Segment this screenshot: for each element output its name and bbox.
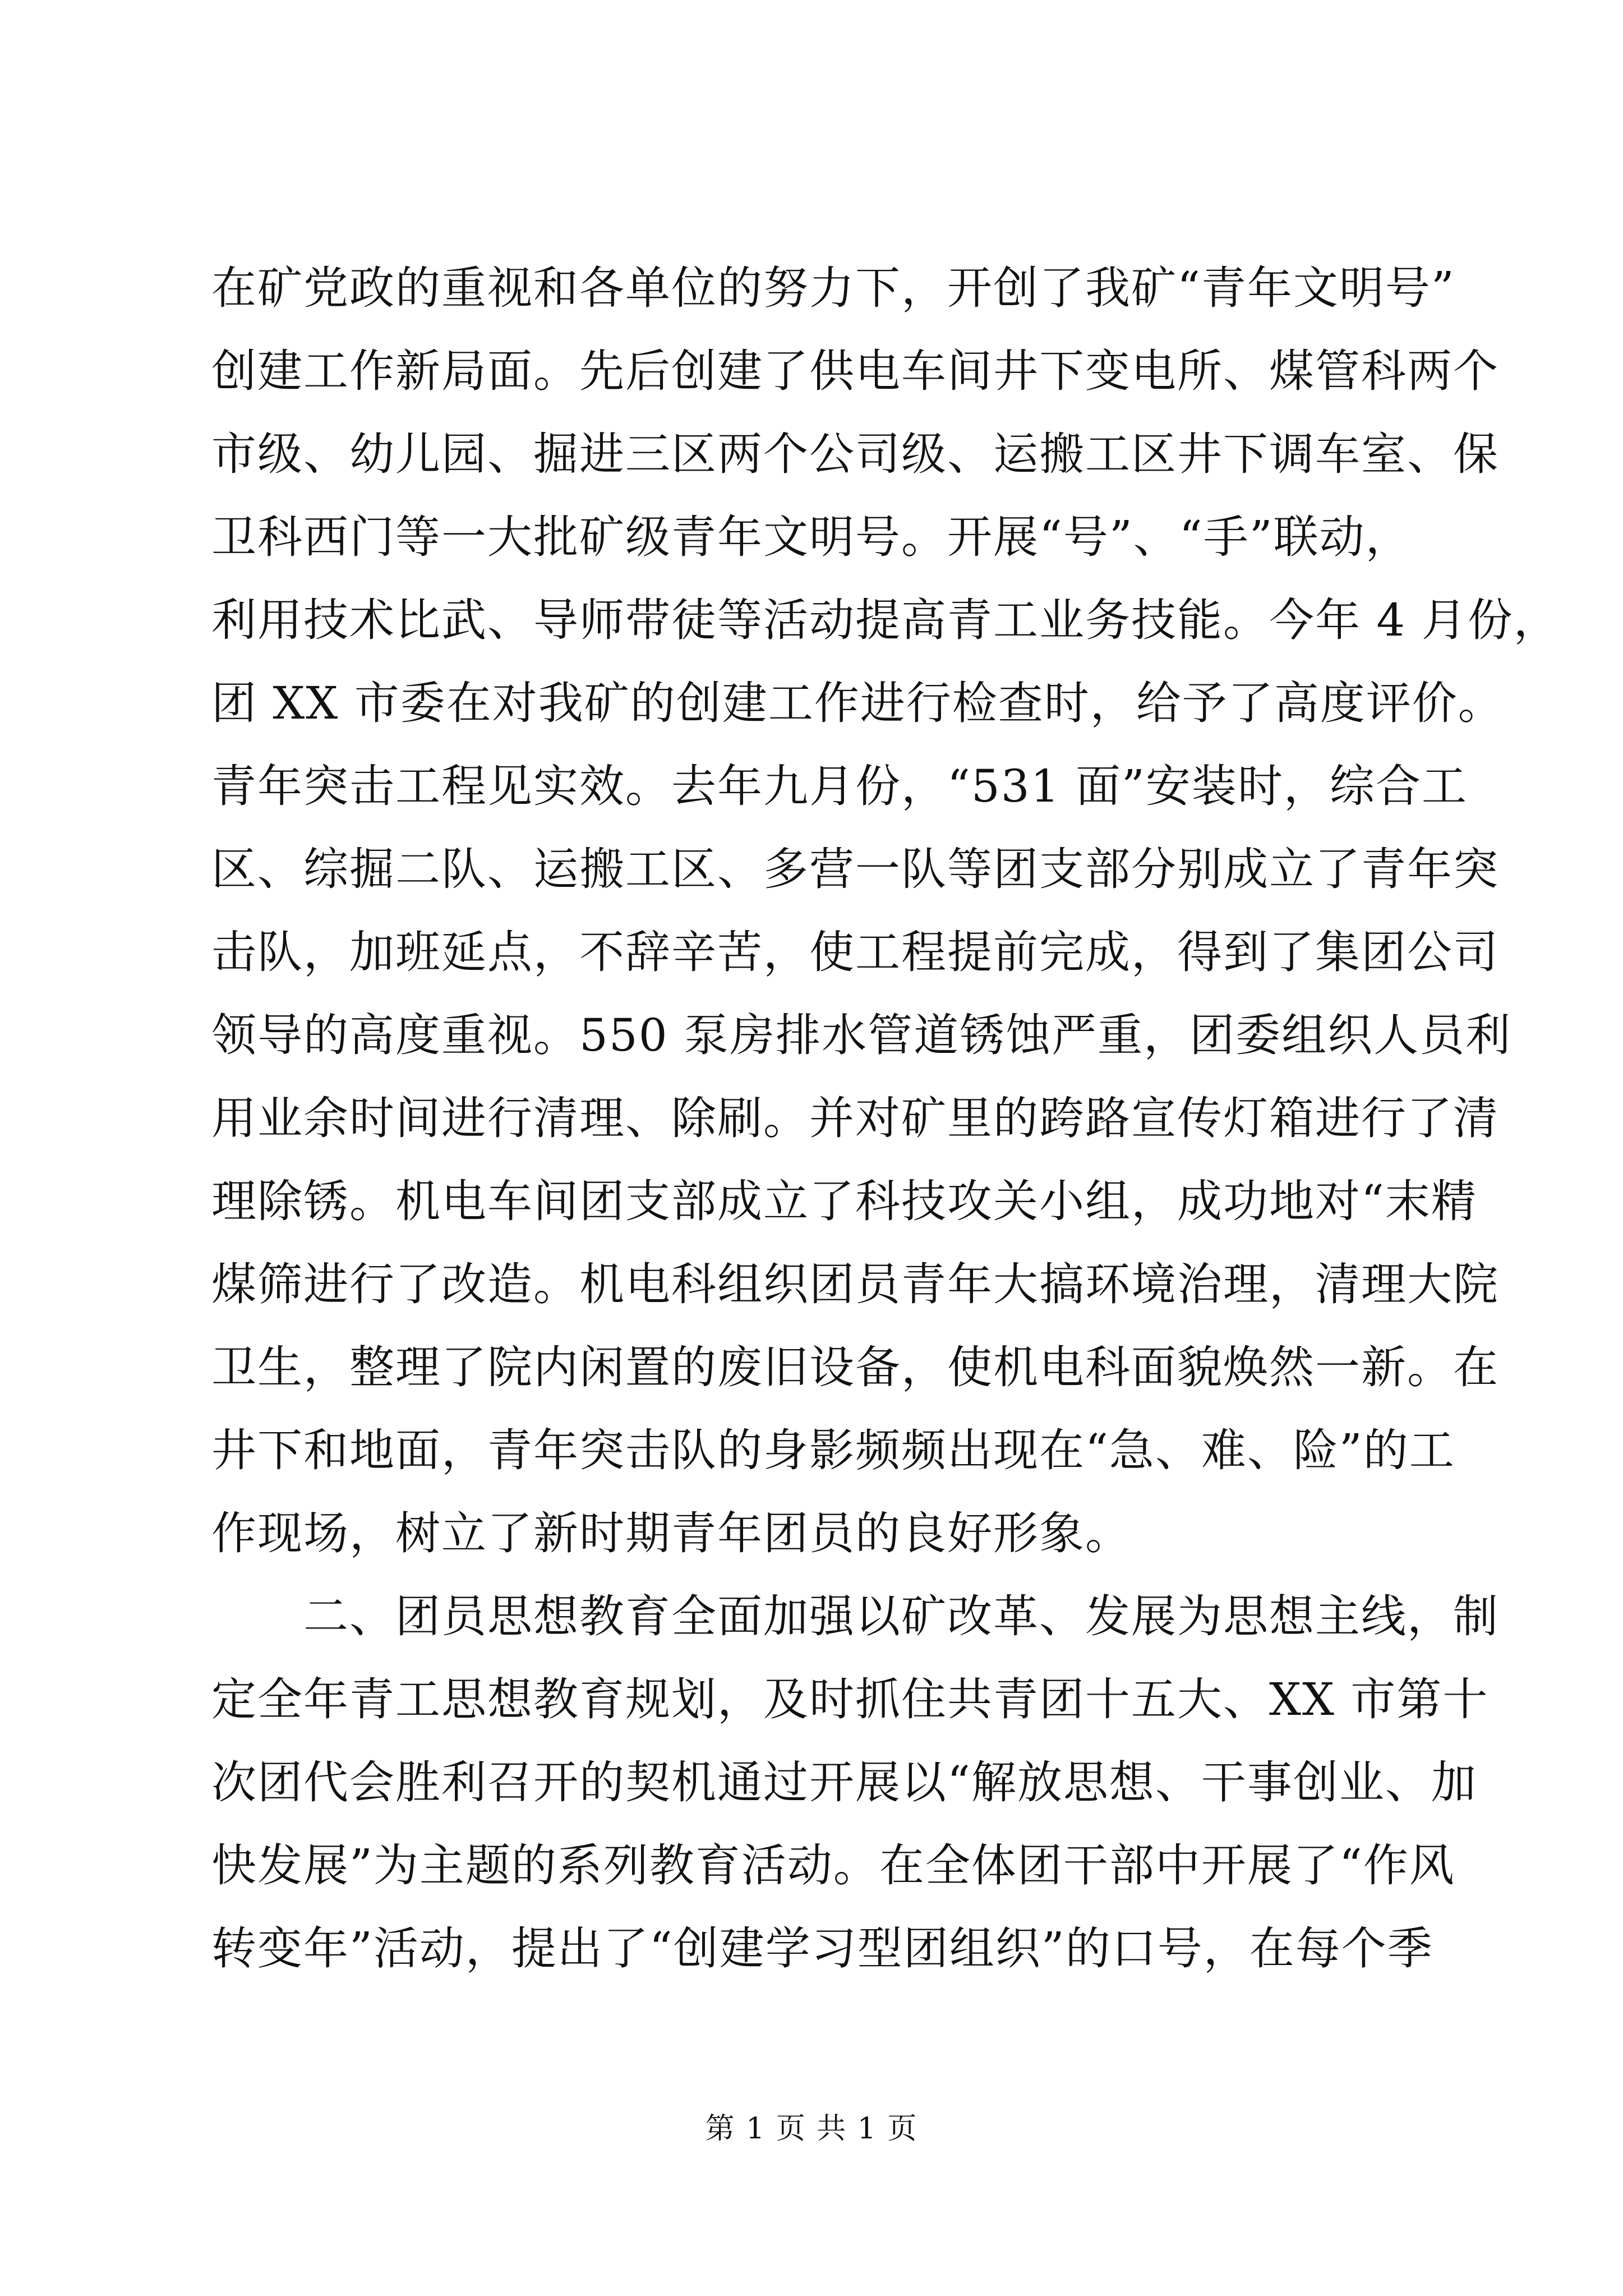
- text-line: 用业余时间进行清理、除刷。并对矿里的跨路宣传灯箱进行了清: [211, 1092, 1499, 1144]
- text-line: 利用技术比武、导师带徒等活动提高青工业务技能。今年 4 月份，: [211, 594, 1560, 646]
- text-line: 创建工作新局面。先后创建了供电车间井下变电所、煤管科两个: [211, 345, 1499, 397]
- text-line: 青年突击工程见实效。去年九月份，“531 面”安装时，综合工: [211, 760, 1468, 812]
- text-line: 井下和地面，青年突击队的身影频频出现在“急、难、险”的工: [211, 1424, 1455, 1476]
- text-line: 团 XX 市委在对我矿的创建工作进行检查时，给予了高度评价。: [211, 677, 1504, 729]
- text-line: 转变年”活动，提出了“创建学习型团组织”的口号，在每个季: [211, 1922, 1433, 1975]
- page-footer: [0, 2109, 1623, 2148]
- text-line: 领导的高度重视。550 泵房排水管道锈蚀严重，团委组织人员利: [211, 1009, 1512, 1061]
- text-line: 定全年青工思想教育规划，及时抓住共青团十五大、XX 市第十: [211, 1673, 1489, 1726]
- text-line: 卫生，整理了院内闲置的废旧设备，使机电科面貌焕然一新。在: [211, 1341, 1499, 1393]
- text-line: 市级、幼儿园、掘进三区两个公司级、运搬工区井下调车室、保: [211, 428, 1499, 480]
- text-line: 区、综掘二队、运搬工区、多营一队等团支部分别成立了青年突: [211, 843, 1499, 895]
- text-line: 煤筛进行了改造。机电科组织团员青年大搞环境治理，清理大院: [211, 1258, 1499, 1310]
- document-body: [211, 247, 1560, 1990]
- text-line: 作现场，树立了新时期青年团员的良好形象。: [211, 1507, 1131, 1559]
- text-line: 卫科西门等一大批矿级青年文明号。开展“号”、“手”联动，: [211, 511, 1412, 563]
- text-line: 理除锈。机电车间团支部成立了科技攻关小组，成功地对“末精: [211, 1175, 1477, 1227]
- text-line: 次团代会胜利召开的契机通过开展以“解放思想、干事创业、加: [211, 1756, 1477, 1809]
- text-line: 击队，加班延点，不辞辛苦，使工程提前完成，得到了集团公司: [211, 926, 1499, 978]
- text-line: 在矿党政的重视和各单位的努力下，开创了我矿“青年文明号”: [211, 262, 1455, 314]
- page-number: 第 1 页 共 1 页: [705, 2112, 918, 2146]
- text-line: 二、团员思想教育全面加强以矿改革、发展为思想主线，制: [211, 1590, 1499, 1642]
- text-line: 快发展”为主题的系列教育活动。在全体团干部中开展了“作风: [211, 1839, 1455, 1892]
